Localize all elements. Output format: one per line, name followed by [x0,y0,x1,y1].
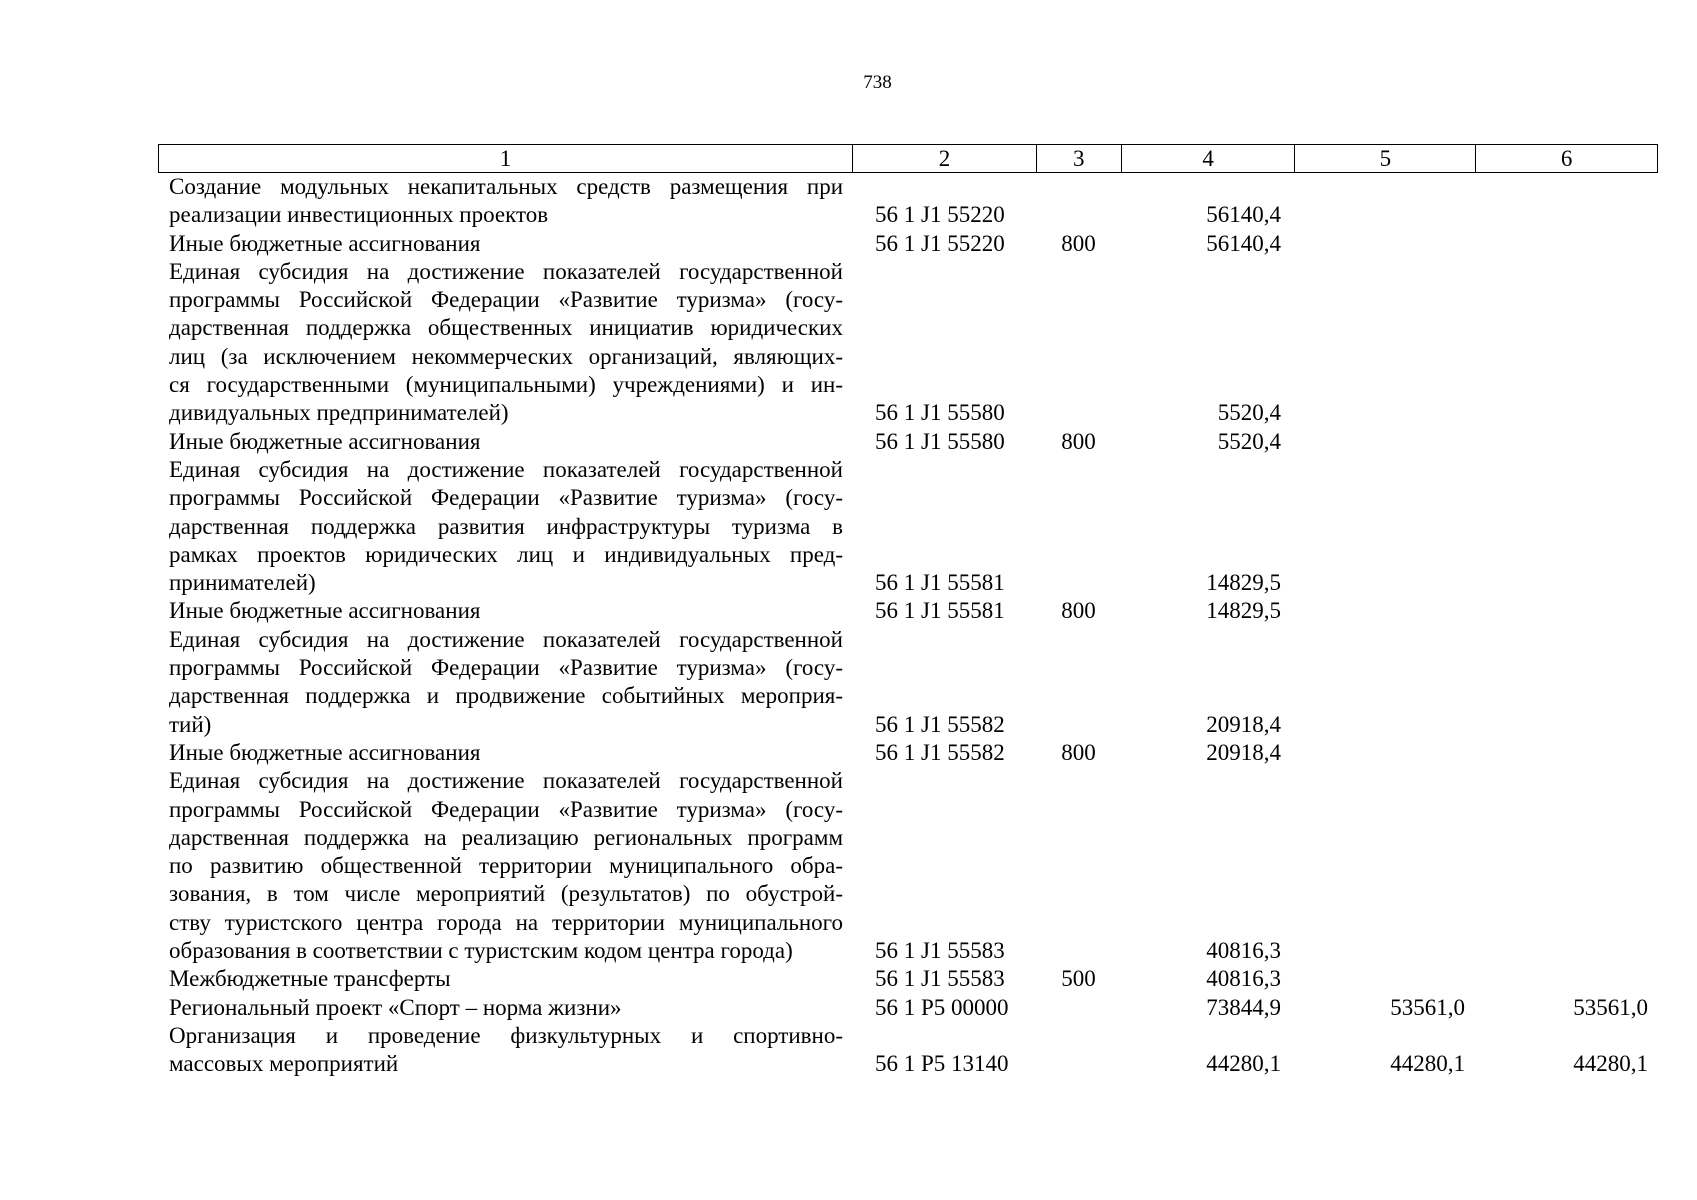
table-row [158,230,1658,258]
description-line: дивидуальных предпринимателей) [169,400,509,426]
row-expense-type: 800 [1061,428,1096,454]
description-line: лиц (за исключением некоммерческих организаций, являющих- [169,343,843,369]
description-line: Создание модульных некапитальных средств размещения при [169,174,843,199]
budget-table [158,144,1658,1079]
row-description [169,994,843,1022]
description-line: дарственная поддержка развития инфраструктуры туризма в [169,513,843,539]
row-code: 56 1 J1 55582 [875,711,1005,737]
description-line: Единая субсидия на достижение показателей государственной [169,456,843,482]
row-description [169,456,843,597]
page-number: 738 [863,72,892,93]
description-line: Иные бюджетные ассигнования [169,428,481,454]
row-description [169,230,843,258]
description-line: Иные бюджетные ассигнования [169,230,481,256]
row-amount-col4: 14829,5 [1206,598,1281,624]
row-code: 56 1 J1 55582 [875,739,1005,765]
row-amount-col4: 56140,4 [1206,202,1281,228]
header-cell: 4 [1121,145,1295,172]
row-amount-col4: 14829,5 [1206,570,1281,596]
description-line: тий) [169,711,212,737]
description-line: Иные бюджетные ассигнования [169,598,481,624]
row-description [169,626,843,739]
row-code: 56 1 J1 55220 [875,230,1005,256]
row-amount-col4: 56140,4 [1206,230,1281,256]
row-description [169,428,843,456]
table-row [158,597,1658,625]
description-line: Организация и проведение физкультурных и спортивно- [169,1022,843,1048]
description-line: образования в соответствии с туристским кодом центра города) [169,938,793,964]
row-description [169,258,843,428]
table-header [158,144,1658,173]
table-row [158,965,1658,993]
row-amount-col5: 44280,1 [1390,1051,1465,1077]
row-code: 56 1 P5 13140 [875,1051,1009,1077]
description-line: Единая субсидия на достижение показателей государственной [169,768,843,794]
table-body [158,173,1658,1079]
table-row [158,626,1658,739]
table-row [158,994,1658,1022]
description-line: программы Российской Федерации «Развитие туризма» (госу- [169,287,843,313]
row-description [169,739,843,767]
row-code: 56 1 P5 00000 [875,994,1009,1020]
header-cell: 3 [1036,145,1121,172]
header-cell: 1 [499,146,512,171]
description-line: дарственная поддержка и продвижение событийных мероприя- [169,683,843,709]
row-expense-type: 800 [1061,739,1096,765]
row-amount-col6: 53561,0 [1573,994,1648,1020]
table-row [158,1022,1658,1079]
row-expense-type: 500 [1061,966,1096,992]
description-line: реализации инвестиционных проектов [169,202,549,228]
table-row [158,173,1658,230]
row-amount-col4: 20918,4 [1206,739,1281,765]
table-row [158,767,1658,965]
description-line: ству туристского центра города на территории муниципального [169,909,843,935]
description-line: Иные бюджетные ассигнования [169,739,481,765]
row-amount-col6: 44280,1 [1573,1051,1648,1077]
table-row [158,428,1658,456]
row-code: 56 1 J1 55580 [875,428,1005,454]
row-amount-col4: 20918,4 [1206,711,1281,737]
description-line: рамках проектов юридических лиц и индивидуальных пред- [169,541,843,567]
row-description [169,767,843,965]
description-line: программы Российской Федерации «Развитие туризма» (госу- [169,485,843,511]
row-amount-col4: 5520,4 [1217,400,1281,426]
row-amount-col4: 5520,4 [1217,428,1281,454]
row-description [169,597,843,625]
row-code: 56 1 J1 55583 [875,966,1005,992]
description-line: массовых мероприятий [169,1051,399,1077]
description-line: программы Российской Федерации «Развитие туризма» (госу- [169,796,843,822]
description-line: Единая субсидия на достижение показателей государственной [169,258,843,284]
description-line: Региональный проект «Спорт – норма жизни» [169,994,622,1020]
row-amount-col4: 44280,1 [1206,1051,1281,1077]
row-amount-col4: 73844,9 [1206,994,1281,1020]
description-line: дарственная поддержка общественных инициатив юридических [169,315,843,341]
row-code: 56 1 J1 55583 [875,938,1005,964]
row-amount-col5: 53561,0 [1390,994,1465,1020]
header-cell: 2 [852,145,1036,172]
row-amount-col4: 40816,3 [1206,966,1281,992]
row-amount-col4: 40816,3 [1206,938,1281,964]
header-cell: 5 [1294,145,1475,172]
description-line: дарственная поддержка на реализацию региональных программ [169,824,843,850]
row-code: 56 1 J1 55220 [875,202,1005,228]
table-row [158,739,1658,767]
description-line: Межбюджетные трансферты [169,966,451,992]
row-code: 56 1 J1 55581 [875,598,1005,624]
description-line: Единая субсидия на достижение показателей государственной [169,626,843,652]
table-row [158,456,1658,597]
row-code: 56 1 J1 55581 [875,570,1005,596]
table-row [158,258,1658,428]
row-description [169,965,843,993]
row-expense-type: 800 [1061,598,1096,624]
row-expense-type: 800 [1061,230,1096,256]
description-line: зования, в том числе мероприятий (результатов) по обустрой- [169,881,843,907]
row-code: 56 1 J1 55580 [875,400,1005,426]
description-line: принимателей) [169,570,316,596]
description-line: ся государственными (муниципальными) учреждениями) и ин- [169,372,843,398]
row-description [169,1022,843,1079]
description-line: по развитию общественной территории муниципального обра- [169,853,843,879]
row-description [169,173,843,230]
header-cell: 6 [1475,145,1657,172]
description-line: программы Российской Федерации «Развитие туризма» (госу- [169,655,843,681]
